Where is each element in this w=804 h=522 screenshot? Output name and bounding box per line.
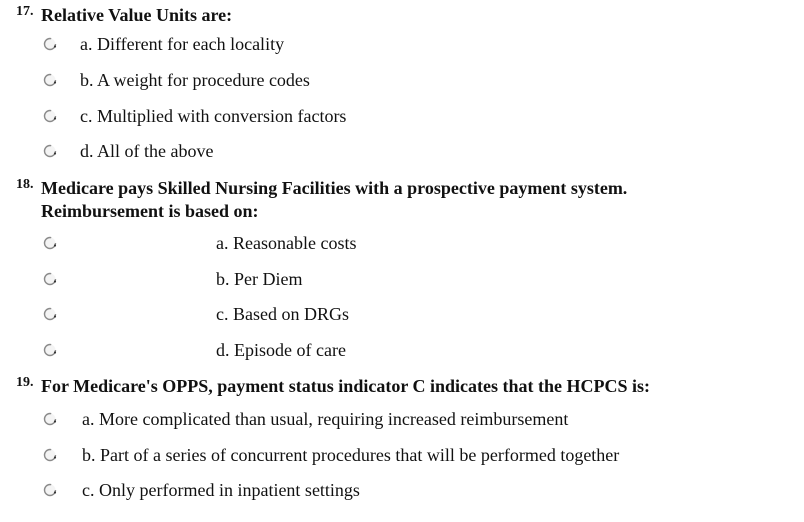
- option-label: a. More complicated than usual, requiring increased reimbursement: [82, 409, 569, 429]
- answer-option-17a[interactable]: [0, 32, 804, 56]
- radio-button-icon[interactable]: [43, 483, 57, 497]
- question-text: Relative Value Units are:: [41, 5, 233, 25]
- radio-button-icon[interactable]: [43, 144, 57, 158]
- radio-button-icon[interactable]: [43, 343, 57, 357]
- radio-button-icon[interactable]: [43, 73, 57, 87]
- option-label: b. Per Diem: [216, 269, 303, 289]
- question-text: For Medicare's OPPS, payment status indicator C indicates that the HCPCS is:: [41, 376, 650, 396]
- question-number: 18.: [16, 177, 34, 192]
- option-label: c. Only performed in inpatient settings: [82, 480, 360, 500]
- option-label: c. Multiplied with conversion factors: [80, 106, 347, 126]
- question-number: 17.: [16, 4, 34, 19]
- question-number: 19.: [16, 375, 34, 390]
- option-label: d. Episode of care: [216, 340, 346, 360]
- answer-option-18c[interactable]: [0, 302, 804, 326]
- answer-option-17b[interactable]: [0, 68, 804, 92]
- option-label: a. Reasonable costs: [216, 233, 357, 253]
- radio-button-icon[interactable]: [43, 307, 57, 321]
- answer-option-18a[interactable]: [0, 231, 804, 255]
- option-label: d. All of the above: [80, 141, 214, 161]
- question-text: Medicare pays Skilled Nursing Facilities with a prospective payment system. Reimbursement is based on:: [41, 178, 628, 221]
- answer-option-19c[interactable]: [0, 478, 804, 502]
- radio-button-icon[interactable]: [43, 272, 57, 286]
- radio-button-icon[interactable]: [43, 448, 57, 462]
- option-label: b. Part of a series of concurrent procedures that will be performed together: [82, 445, 620, 465]
- radio-button-icon[interactable]: [43, 109, 57, 123]
- answer-option-19b[interactable]: [0, 443, 804, 467]
- answer-option-19a[interactable]: [0, 407, 804, 431]
- option-label: c. Based on DRGs: [216, 304, 349, 324]
- radio-button-icon[interactable]: [43, 412, 57, 426]
- option-label: a. Different for each locality: [80, 34, 285, 54]
- option-label: b. A weight for procedure codes: [80, 70, 310, 90]
- answer-option-18b[interactable]: [0, 267, 804, 291]
- radio-button-icon[interactable]: [43, 37, 57, 51]
- answer-option-17d[interactable]: [0, 139, 804, 163]
- answer-option-18d[interactable]: [0, 338, 804, 362]
- radio-button-icon[interactable]: [43, 236, 57, 250]
- answer-option-17c[interactable]: [0, 104, 804, 128]
